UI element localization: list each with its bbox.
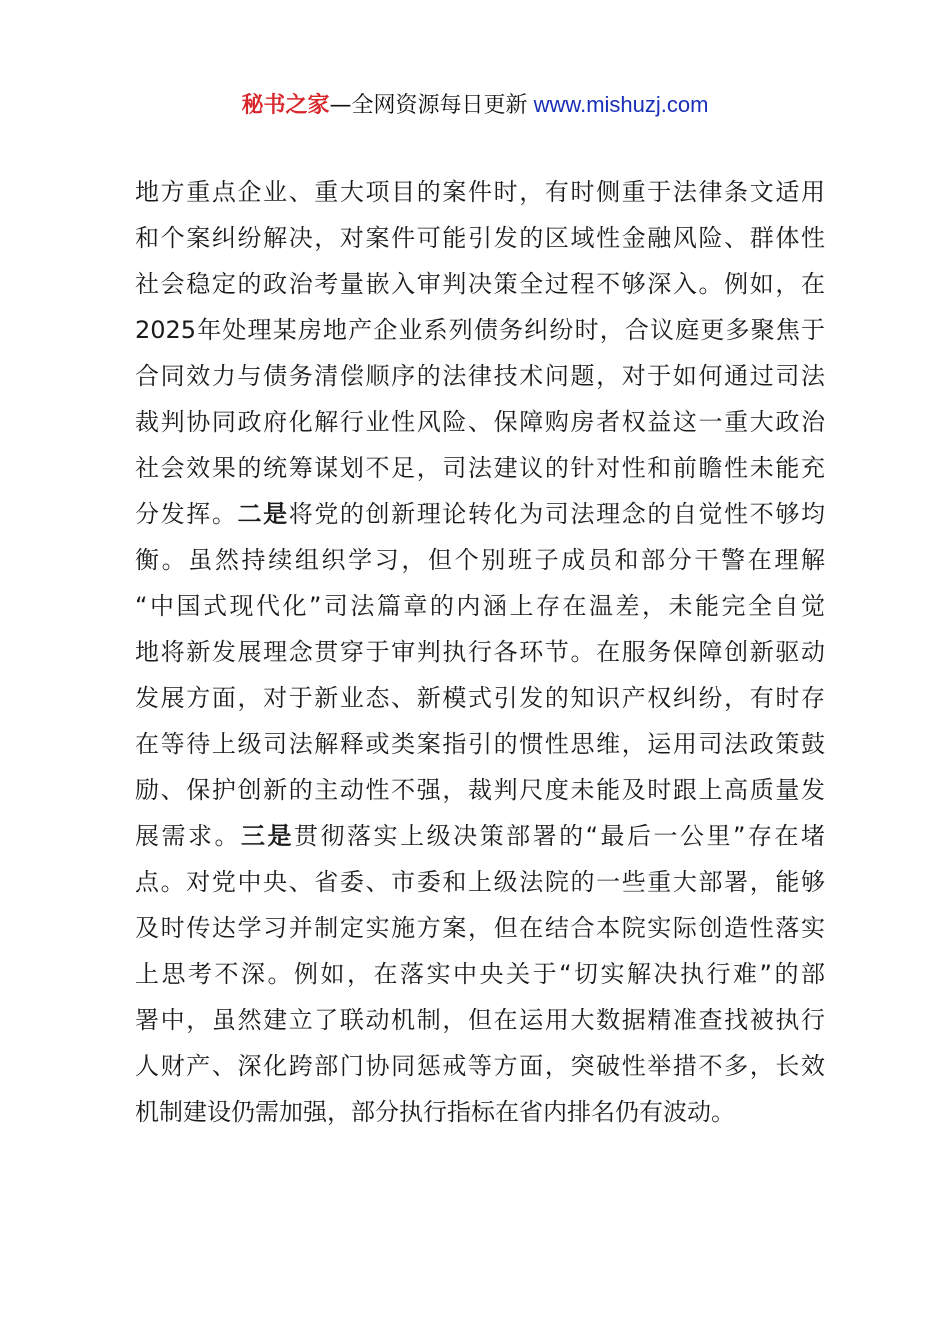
page-header (0, 88, 950, 123)
text-line: 署中，虽然建立了联动机制，但在运用大数据精准查找被执行 (135, 1006, 825, 1034)
point-marker-two: 二是 (237, 500, 289, 528)
text-line: 地方重点企业、重大项目的案件时，有时侧重于法律条文适用 (135, 178, 825, 206)
text-line: “中国式现代化”司法篇章的内涵上存在温差，未能完全自觉 (135, 592, 825, 620)
point-marker-three: 三是 (241, 822, 295, 850)
text-line: 在等待上级司法解释或类案指引的惯性思维，运用司法政策鼓 (135, 730, 825, 758)
text-line: 励、保护创新的主动性不强，裁判尺度未能及时跟上高质量发 (135, 776, 825, 804)
text-line: 2025年处理某房地产企业系列债务纠纷时，合议庭更多聚焦于 (135, 316, 825, 344)
text-line: 发展方面，对于新业态、新模式引发的知识产权纠纷，有时存 (135, 684, 825, 712)
text-line: 合同效力与债务清偿顺序的法律技术问题，对于如何通过司法 (135, 362, 825, 390)
text-line: 和个案纠纷解决，对案件可能引发的区域性金融风险、群体性 (135, 224, 825, 252)
text-line: 点。对党中央、省委、市委和上级法院的一些重大部署，能够 (135, 868, 825, 896)
text-line: 及时传达学习并制定实施方案，但在结合本院实际创造性落实 (135, 914, 825, 942)
text-line: 人财产、深化跨部门协同惩戒等方面，突破性举措不多，长效 (135, 1052, 825, 1080)
text-line: 分发挥。二是将党的创新理论转化为司法理念的自觉性不够均 (135, 500, 826, 528)
text-line: 机制建设仍需加强，部分执行指标在省内排名仍有波动。 (135, 1098, 735, 1126)
text-line: 社会效果的统筹谋划不足，司法建议的针对性和前瞻性未能充 (135, 454, 825, 482)
site-brand: 秘书之家 (241, 93, 330, 118)
text-line: 衡。虽然持续组织学习，但个别班子成员和部分干警在理解 (135, 546, 825, 574)
site-url[interactable]: www.mishuzj.com (527, 92, 709, 117)
text-line: 展需求。三是贯彻落实上级决策部署的“最后一公里”存在堵 (135, 822, 826, 850)
site-tagline: —全网资源每日更新 (329, 93, 528, 118)
text-line: 地将新发展理念贯穿于审判执行各环节。在服务保障创新驱动 (135, 638, 825, 666)
document-body (135, 169, 825, 1135)
text-line: 社会稳定的政治考量嵌入审判决策全过程不够深入。例如，在 (135, 270, 825, 298)
text-line: 上思考不深。例如，在落实中央关于“切实解决执行难”的部 (135, 960, 825, 988)
text-line: 裁判协同政府化解行业性风险、保障购房者权益这一重大政治 (135, 408, 825, 436)
